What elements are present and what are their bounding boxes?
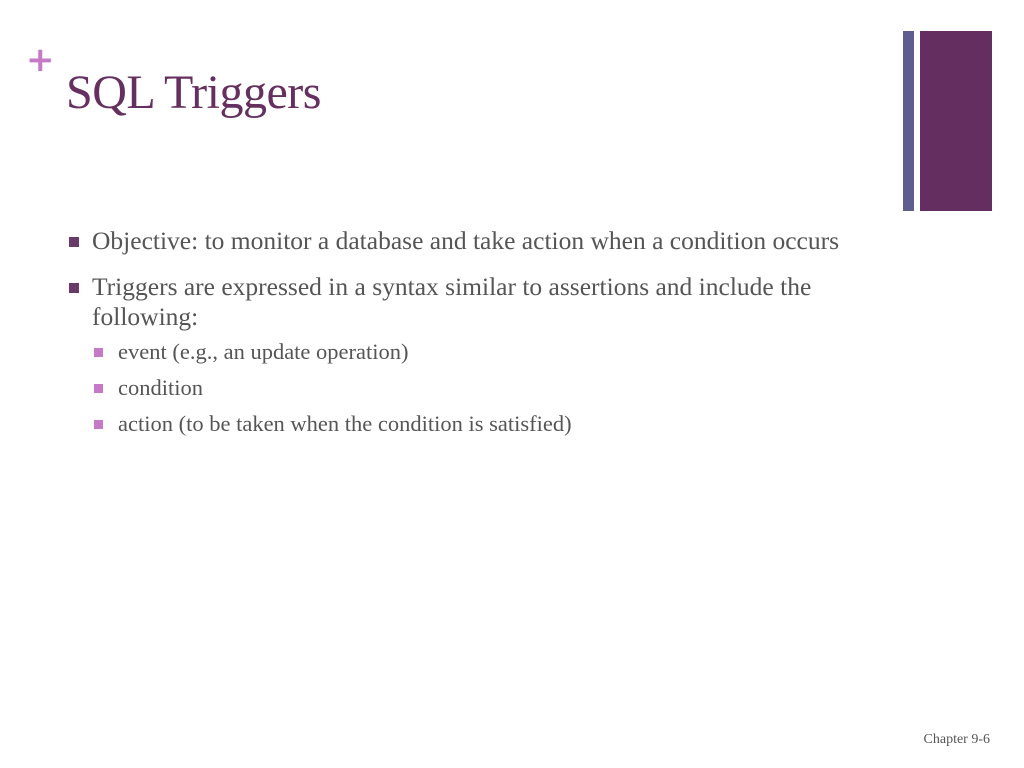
bullet-list <box>66 226 886 438</box>
slide-footer: Chapter 9-6 <box>923 732 990 747</box>
square-sub-bullet-icon <box>94 348 103 357</box>
bullet-objective <box>66 226 886 256</box>
square-sub-bullet-icon <box>94 420 103 429</box>
decorative-thin-bar <box>903 31 914 211</box>
slide-content <box>66 226 886 454</box>
bullet-text: Triggers are expressed in a syntax similar to assertions and include the following: <box>92 272 812 331</box>
sub-bullet-list <box>92 338 886 438</box>
bullet-text: Objective: to monitor a database and take action when a condition occurs <box>92 226 840 255</box>
sub-bullet-text: event (e.g., an update operation) <box>118 339 409 364</box>
slide-title: SQL Triggers <box>66 66 321 119</box>
square-sub-bullet-icon <box>94 384 103 393</box>
plus-icon: + <box>26 40 55 80</box>
decorative-wide-bar <box>920 31 992 211</box>
sub-bullet-condition <box>92 374 886 402</box>
square-bullet-icon <box>69 283 79 293</box>
bullet-triggers <box>66 272 886 438</box>
sub-bullet-action <box>92 410 886 438</box>
sub-bullet-text: action (to be taken when the condition is satisfied) <box>118 411 572 436</box>
sub-bullet-event <box>92 338 886 366</box>
square-bullet-icon <box>69 237 79 247</box>
sub-bullet-text: condition <box>118 375 203 400</box>
